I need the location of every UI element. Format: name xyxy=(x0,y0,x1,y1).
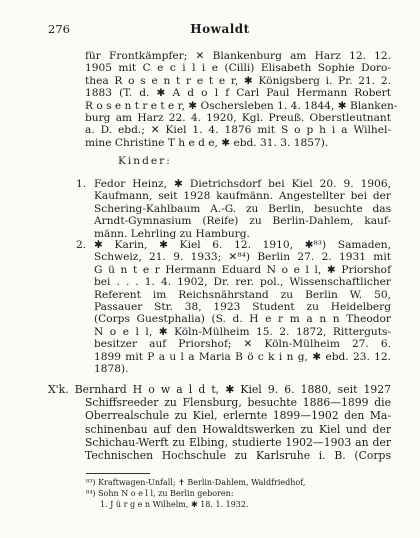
intro-paragraph xyxy=(85,50,398,149)
children-heading: Kinder: xyxy=(118,155,172,167)
text-line: thea R o s e n t r e t e r, ✱ Königsberg i. Pr. 21. 2. xyxy=(85,74,391,87)
text-line: N o e l l, ✱ Köln-Mülheim 15. 2. 1872, Ritterguts- xyxy=(94,325,391,338)
text-line: Oberrealschule zu Kiel, erlernte 1899—1902 den Ma- xyxy=(85,409,391,423)
text-line: Schering-Kahlbaum A.-G. zu Berlin, besuchte das xyxy=(94,202,391,215)
footnote-divider xyxy=(86,473,150,474)
footnote: 1. J ü r g e n Wilhelm, ✱ 18. 1. 1932. xyxy=(100,500,249,509)
main-entry xyxy=(48,383,391,462)
text-line: 1899 mit P a u l a Maria B ö c k i n g, ✱ ebd. 23. 12. xyxy=(94,350,391,363)
text-line: a. D. ebd.; ✕ Kiel 1. 4. 1876 mit S o p h i a Wilhel- xyxy=(85,124,391,137)
running-title: Howaldt xyxy=(190,22,250,36)
footnote: ⁸³) Kraftwagen-Unfall; ✝ Berlin-Dahlem, Waldfriedhof, xyxy=(86,478,306,487)
text-line: Referent im Reichsnährstand zu Berlin W. 50, xyxy=(94,288,391,301)
page-number: 276 xyxy=(48,22,70,36)
text-line: bei . . . 1. 4. 1902, Dr. rer. pol., Wissenschaftlicher xyxy=(94,276,391,289)
page-header xyxy=(48,22,392,38)
text-line: besitzer auf Priorshof; ✕ Köln-Mülheim 27. 6. xyxy=(94,338,391,351)
text-line: 1878). xyxy=(94,363,129,376)
text-line: R o s e n t r e t e r, ✱ Oschersleben 1. 4. 1844, ✱ Blanken- xyxy=(85,99,398,112)
text-line: mine Christine T h e d e, ✱ ebd. 31. 3. 1857). xyxy=(85,136,329,149)
text-line: Passauer Str. 38, 1923 Student zu Heidelberg xyxy=(94,301,391,314)
text-line: burg am Harz 22. 4. 1920, Kgl. Preuß. Oberstleutnant xyxy=(85,112,391,125)
text-line: schinenbau auf den Howaldtswerken zu Kiel und der xyxy=(85,422,391,436)
text-line: Schweiz, 21. 9. 1933; ✕⁸⁴) Berlin 27. 2. 1931 mit xyxy=(94,251,391,264)
text-line: ✱ Karin, ✱ Kiel 6. 12. 1910, ✱⁸³) Samaden, xyxy=(94,239,391,251)
text-line: (Corps Guestphalia) (S. d. H e r m a n n Theodor xyxy=(94,313,391,326)
text-line: 1905 mit C e c i l i e (Cilli) Elisabeth Sophie Doro- xyxy=(85,62,391,75)
text-line: Fedor Heinz, ✱ Dietrichsdorf bei Kiel 20. 9. 1906, xyxy=(94,178,391,190)
child-number: 2. xyxy=(76,239,87,251)
text-line: 1883 (T. d. ✱ A d o l f Carl Paul Hermann Robert xyxy=(85,87,391,100)
text-line: männ. Lehrling zu Hamburg. xyxy=(94,227,250,240)
text-line: G ü n t e r Hermann Eduard N o e l l, ✱ Priorshof xyxy=(94,263,391,276)
footnote: ⁸⁴) Sohn N o e l l, zu Berlin geboren: xyxy=(86,489,234,498)
text-line: für Frontkämpfer; ✕ Blankenburg am Harz 12. 12. xyxy=(85,50,391,62)
text-line: Kaufmann, seit 1928 kaufmänn. Angestellter bei der xyxy=(94,190,391,203)
text-line: Schiffsreeder zu Flensburg, besuchte 1886—1899 die xyxy=(85,396,391,410)
text-line: Schichau-Werft zu Elbing, studierte 1902—1903 an der xyxy=(85,435,391,449)
text-line: Technischen Hochschule zu Karlsruhe i. B. (Corps xyxy=(85,449,391,463)
entry-first-line: X'k. Bernhard H o w a l d t, ✱ Kiel 9. 6. 1880, seit 1927 xyxy=(48,383,391,396)
text-line: Arndt-Gymnasium (Reife) zu Berlin-Dahlem, kauf- xyxy=(94,215,391,228)
child-number: 1. xyxy=(76,178,87,190)
